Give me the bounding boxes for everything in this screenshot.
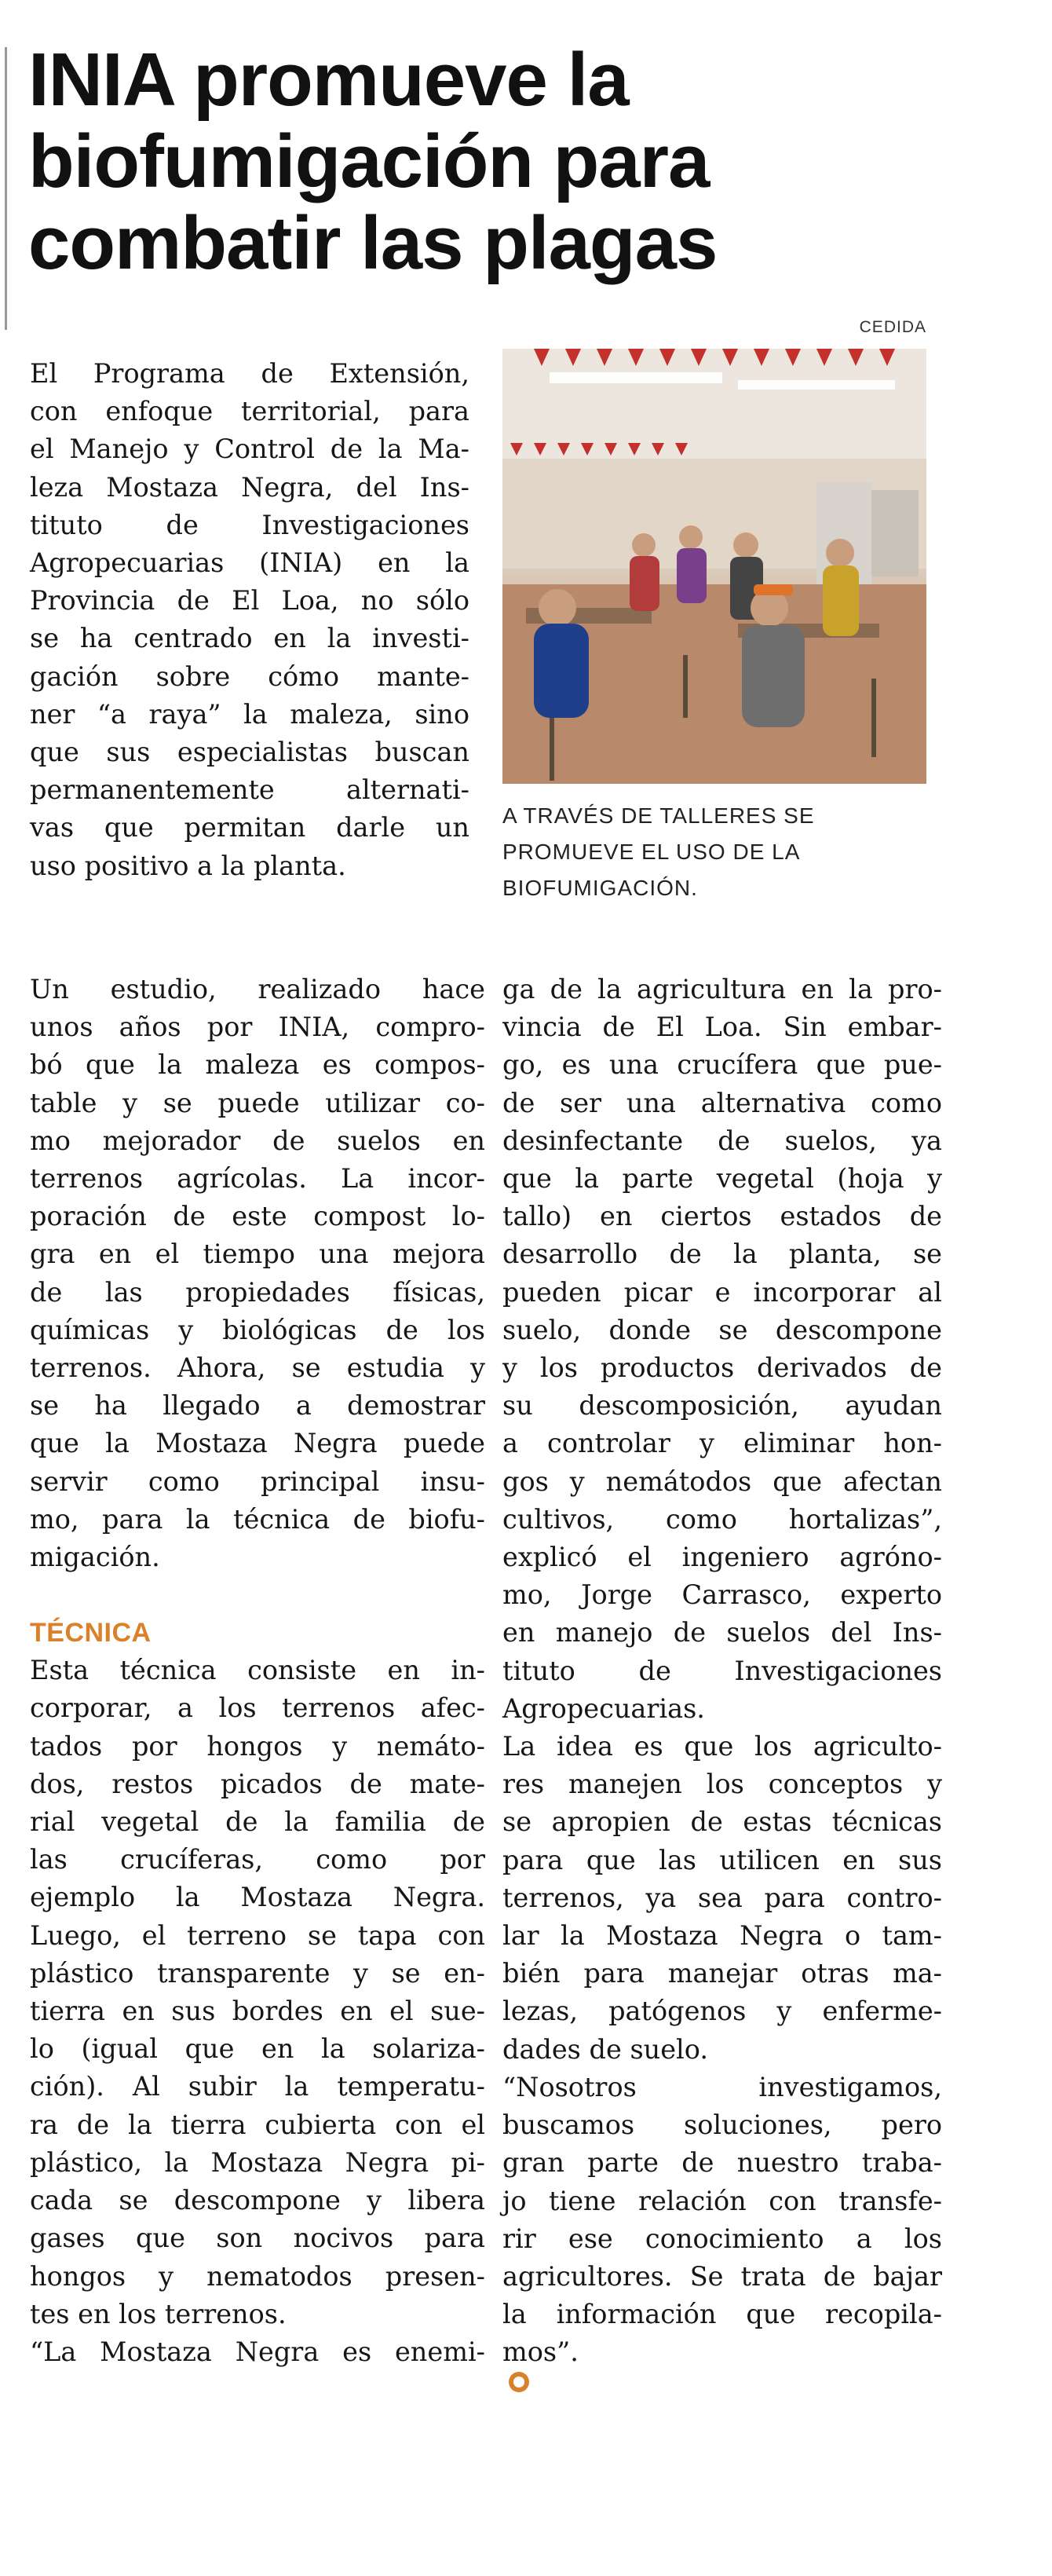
body-line: mo, para la técnica de biofu- <box>30 1503 485 1535</box>
body-line: desarrollo de la planta, se <box>502 1239 942 1270</box>
section-subhead: TÉCNICA <box>30 1618 152 1648</box>
body-line: plástico transparente y se en- <box>30 1957 485 1989</box>
workshop-photo <box>502 349 926 784</box>
body-line: tados por hongos y nemáto- <box>30 1730 485 1762</box>
body-line: suelo, donde se descompone <box>502 1314 942 1345</box>
workshop-photo-illustration <box>502 349 926 784</box>
body-line: se apropien de estas técnicas <box>502 1806 942 1838</box>
body-line: rial vegetal de la familia de <box>30 1806 485 1838</box>
photo-caption <box>502 798 926 906</box>
body-line: gación sobre cómo mante- <box>30 660 469 692</box>
body-line: tes en los terrenos. <box>30 2298 287 2329</box>
body-line: poración de este compost lo- <box>30 1201 485 1232</box>
body-line: plástico, la Mostaza Negra pi- <box>30 2146 485 2178</box>
article-column-left-top <box>30 355 469 885</box>
headline-line: combatir las plagas <box>28 201 718 285</box>
body-line: cultivos, como hortalizas”, <box>502 1503 942 1535</box>
left-margin-rule <box>5 47 7 330</box>
body-line: dades de suelo. <box>502 2033 708 2065</box>
attendee-figure <box>630 533 659 611</box>
body-line: rir ese conocimiento a los <box>502 2223 942 2254</box>
body-line: servir como principal insu- <box>30 1465 485 1497</box>
body-line: y los productos derivados de <box>502 1352 942 1384</box>
body-line: ción). Al subir la temperatu- <box>30 2071 485 2102</box>
body-line: vas que permitan darle un <box>30 812 469 843</box>
body-line: mo mejorador de suelos en <box>30 1125 485 1156</box>
body-line: que sus especialistas buscan <box>30 737 469 768</box>
headline <box>28 39 813 284</box>
body-line: desinfectante de suelos, ya <box>502 1125 942 1156</box>
body-line: lar la Mostaza Negra o tam- <box>502 1920 942 1952</box>
body-line: ner “a raya” la maleza, sino <box>30 698 469 730</box>
body-line: cada se descompone y libera <box>30 2185 485 2216</box>
body-line: tallo) en ciertos estados de <box>502 1201 942 1232</box>
body-line: Luego, el terreno se tapa con <box>30 1919 485 1951</box>
body-line: dos, restos picados de mate- <box>30 1768 485 1799</box>
body-line: químicas y biológicas de los <box>30 1314 485 1345</box>
body-line: para que las utilicen en sus <box>502 1844 942 1875</box>
body-line: mos”. <box>502 2336 579 2368</box>
article-column-left-bottom <box>30 971 485 2371</box>
body-line: Esta técnica consiste en in- <box>30 1655 485 1686</box>
body-line: ejemplo la Mostaza Negra. <box>30 1882 485 1913</box>
body-line: de ser una alternativa como <box>502 1087 942 1118</box>
body-line: las crucíferas, como por <box>30 1844 485 1875</box>
body-line: de las propiedades físicas, <box>30 1276 485 1308</box>
body-line: hongos y nematodos presen- <box>30 2260 485 2292</box>
body-line: jo tiene relación con transfe- <box>502 2185 942 2216</box>
body-line: pueden picar e incorporar al <box>502 1276 942 1308</box>
attendee-figure <box>823 539 859 636</box>
body-line: Provincia de El Loa, no sólo <box>30 585 469 617</box>
body-line: lo (igual que en la solariza- <box>30 2033 485 2065</box>
body-line: se ha llegado a demostrar <box>30 1390 485 1422</box>
body-line: terrenos, ya sea para contro- <box>502 1882 942 1913</box>
body-line: ga de la agricultura en la pro- <box>502 974 942 1004</box>
attendee-figure <box>677 525 707 603</box>
body-line: agricultores. Se trata de bajar <box>502 2260 942 2292</box>
body-line: unos años por INIA, compro- <box>30 1012 485 1043</box>
body-line: su descomposición, ayudan <box>502 1390 942 1422</box>
body-line: “La Mostaza Negra es enemi- <box>30 2336 485 2367</box>
body-line: gra en el tiempo una mejora <box>30 1239 485 1270</box>
body-line: Un estudio, realizado hace <box>30 974 485 1004</box>
body-line: “Nosotros investigamos, <box>502 2071 942 2102</box>
body-line: el Manejo y Control de la Ma- <box>30 434 469 465</box>
body-line: Agropecuarias. <box>502 1692 705 1724</box>
body-line: tituto de Investigaciones <box>30 509 469 540</box>
body-line: table y se puede utilizar co- <box>30 1087 485 1118</box>
body-line: tierra en sus bordes en el sue- <box>30 1996 485 2027</box>
body-line: que la parte vegetal (hoja y <box>502 1163 942 1195</box>
body-line: gos y nemátodos que afectan <box>502 1465 942 1497</box>
body-line: permanentemente alternati- <box>30 774 469 806</box>
caption-line: A TRAVÉS DE TALLERES SE <box>502 803 815 828</box>
body-line: tituto de Investigaciones <box>502 1655 942 1686</box>
body-line: terrenos agrícolas. La incor- <box>30 1163 485 1195</box>
photo-credit: CEDIDA <box>859 318 926 336</box>
body-line: go, es una crucífera que pue- <box>502 1049 942 1081</box>
end-of-article-circle-icon <box>509 2372 529 2392</box>
article-column-right <box>502 971 942 2392</box>
body-line: se ha centrado en la investi- <box>30 623 469 654</box>
body-line: vincia de El Loa. Sin embar- <box>502 1012 942 1043</box>
body-line: bó que la maleza es compos- <box>30 1049 485 1081</box>
body-line: gases que son nocivos para <box>30 2223 485 2254</box>
body-line: bién para manejar otras ma- <box>502 1958 942 1989</box>
caption-line: BIOFUMIGACIÓN. <box>502 876 698 900</box>
body-line: buscamos soluciones, pero <box>502 2109 942 2141</box>
headline-line: biofumigación para <box>28 119 710 203</box>
body-line: terrenos. Ahora, se estudia y <box>30 1352 485 1384</box>
body-line: corporar, a los terrenos afec- <box>30 1692 485 1724</box>
last-body-line <box>502 2333 942 2391</box>
body-line: La idea es que los agriculto- <box>502 1731 942 1762</box>
body-line: gran parte de nuestro traba- <box>502 2147 942 2179</box>
body-line: lezas, patógenos y enferme- <box>502 1996 942 2027</box>
body-line: explicó el ingeniero agróno- <box>502 1542 942 1573</box>
body-line: res manejen los conceptos y <box>502 1769 942 1800</box>
headline-line: INIA promueve la <box>28 38 629 122</box>
body-line: a controlar y eliminar hon- <box>502 1428 942 1459</box>
body-line: Agropecuarias (INIA) en la <box>30 547 469 579</box>
body-line: mo, Jorge Carrasco, experto <box>502 1579 942 1611</box>
body-line: en manejo de suelos del Ins- <box>502 1617 942 1648</box>
body-line: uso positivo a la planta. <box>30 850 346 881</box>
body-line: leza Mostaza Negra, del Ins- <box>30 471 469 503</box>
body-line: ra de la tierra cubierta con el <box>30 2109 485 2140</box>
body-line: que la Mostaza Negra puede <box>30 1428 485 1459</box>
caption-line: PROMUEVE EL USO DE LA <box>502 840 801 864</box>
body-line: migación. <box>30 1542 160 1573</box>
body-line: la información que recopila- <box>502 2299 942 2330</box>
body-line: con enfoque territorial, para <box>30 396 469 427</box>
body-line: El Programa de Extensión, <box>30 358 469 389</box>
